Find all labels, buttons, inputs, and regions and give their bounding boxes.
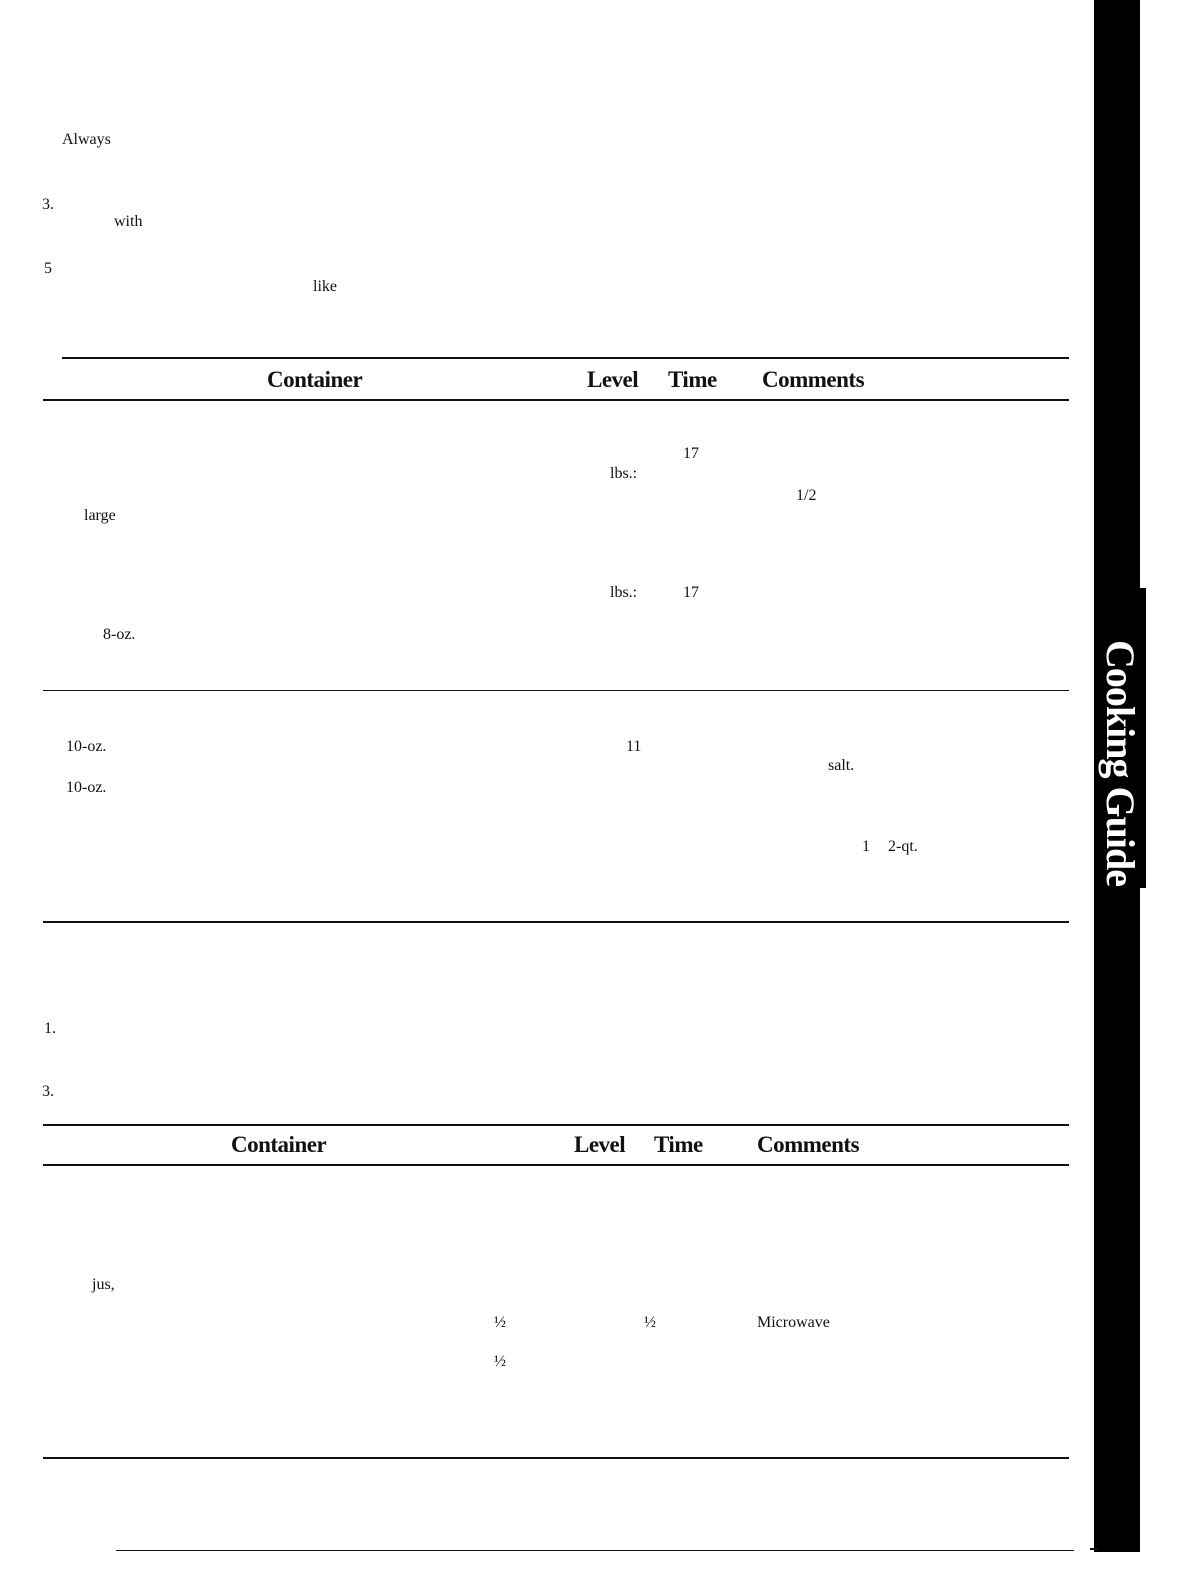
table1-level-lbs-2: lbs.:: [610, 584, 638, 601]
table1-level-lbs: lbs.:: [610, 465, 638, 482]
table1-level-11: 11: [626, 738, 642, 755]
intro-step5-word: like: [313, 278, 337, 295]
table1-item-8oz: 8-oz.: [103, 626, 136, 643]
table2-item-jus: jus,: [92, 1276, 115, 1293]
table2-header-time: Time: [654, 1132, 703, 1157]
table1-item-10oz-b: 10-oz.: [66, 779, 107, 796]
table2-half-3: ½: [494, 1353, 506, 1370]
table1-comment-2qt: 2-qt.: [888, 838, 918, 855]
table2-bottom-rule: [43, 1457, 1069, 1459]
table1-section-rule: [43, 690, 1069, 691]
table1-comment-half: 1/2: [796, 487, 817, 504]
table2-comment-microwave: Microwave: [757, 1314, 830, 1331]
table1-top-rule: [62, 357, 1069, 359]
table2-half-2: ½: [644, 1314, 656, 1331]
table1-item-large: large: [84, 507, 116, 524]
intro-step3-word: with: [114, 213, 143, 230]
sidebar-tab-label: Cooking Guide: [1098, 640, 1143, 886]
table1-header-comments: Comments: [762, 367, 865, 392]
instructions-step1-number: 1.: [44, 1020, 56, 1037]
table1-time-17: 17: [683, 445, 699, 462]
intro-step5-number: 5: [44, 260, 52, 277]
table1-bottom-rule: [43, 921, 1069, 923]
table1-header-time: Time: [668, 367, 717, 392]
table1-item-10oz-a: 10-oz.: [66, 738, 107, 755]
table1-header-rule: [43, 399, 1069, 401]
table2-header-container: Container: [231, 1132, 327, 1157]
table2-header-level: Level: [574, 1132, 626, 1157]
footer-rule: [116, 1550, 1074, 1551]
table1-header-level: Level: [587, 367, 639, 392]
instructions-step3-number: 3.: [42, 1083, 54, 1100]
table1-time-17-2: 17: [683, 584, 699, 601]
corner-mark: [1090, 1548, 1098, 1550]
intro-step3-number: 3.: [42, 196, 54, 213]
table1-comment-1: 1: [862, 838, 870, 855]
table2-half-1: ½: [494, 1314, 506, 1331]
table2-top-rule: [43, 1124, 1069, 1126]
table2-header-comments: Comments: [757, 1132, 860, 1157]
table2-header-rule: [43, 1164, 1069, 1166]
table1-comment-salt: salt.: [828, 757, 855, 774]
table1-header-container: Container: [267, 367, 363, 392]
intro-always: Always: [62, 131, 111, 148]
